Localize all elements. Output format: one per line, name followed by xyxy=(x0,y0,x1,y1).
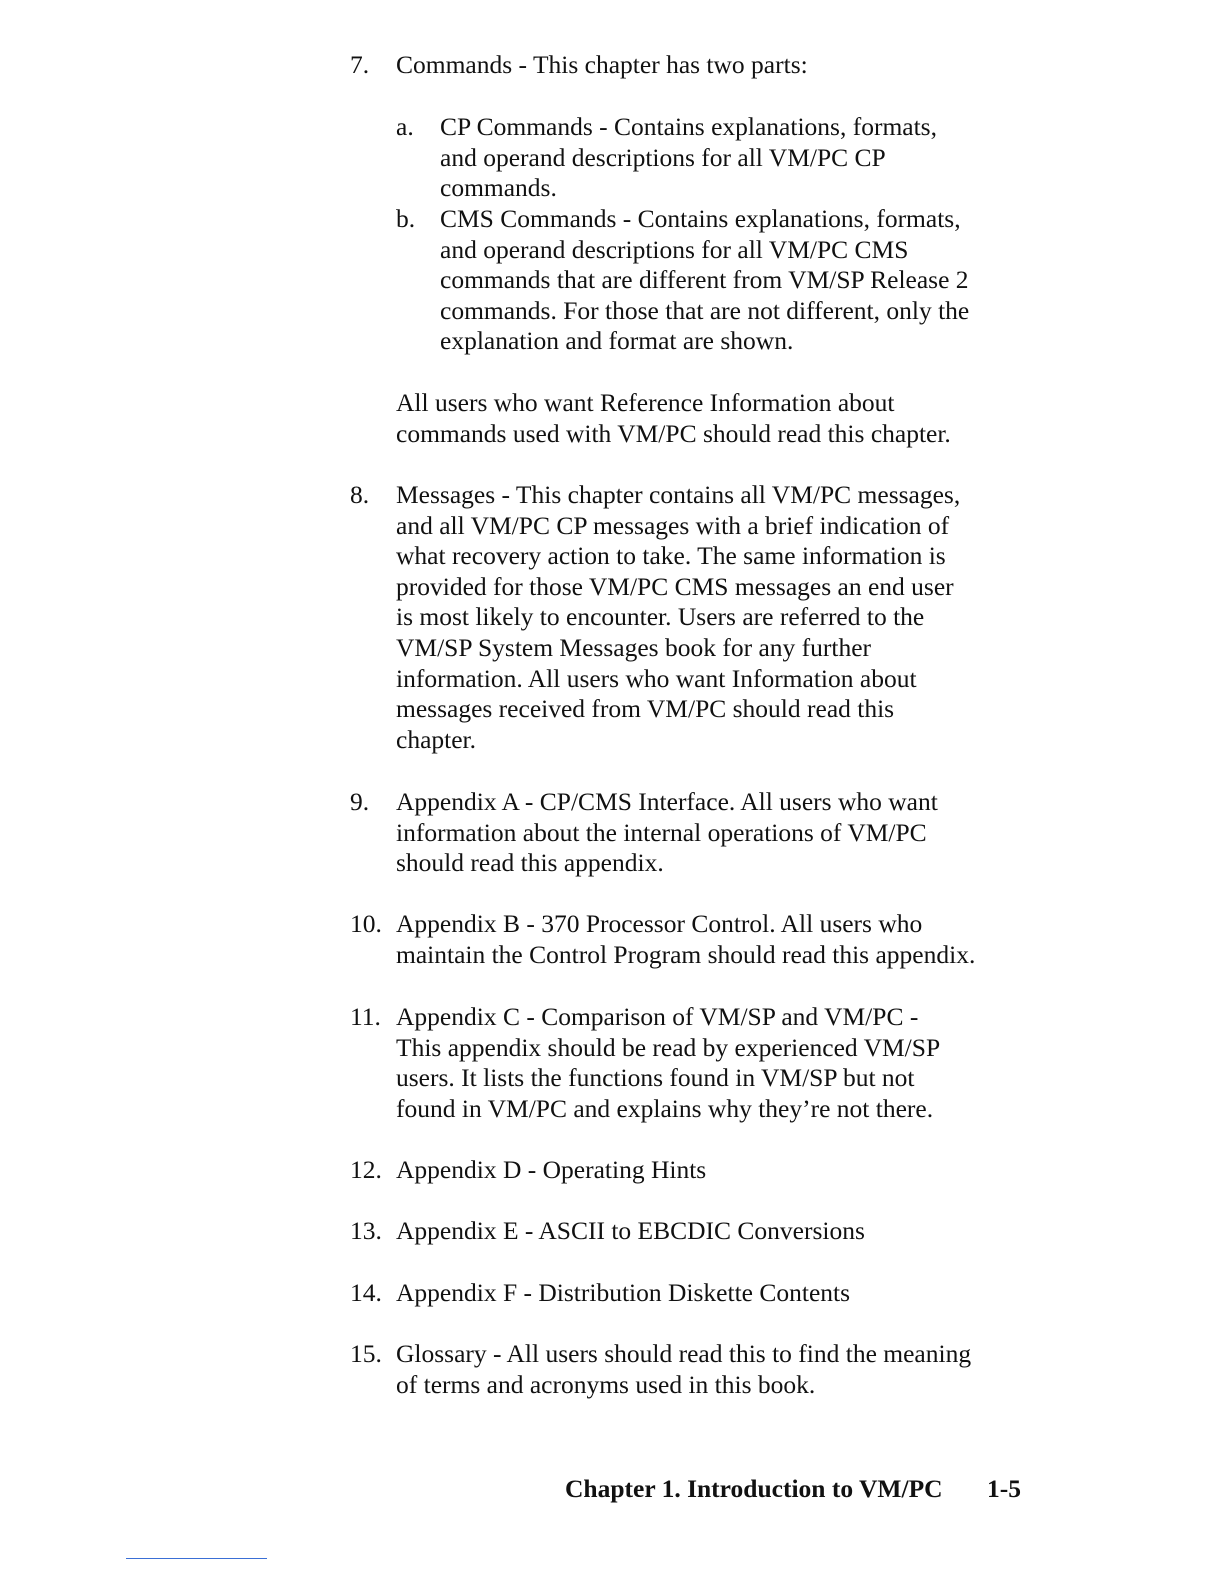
text-line: messages received from VM/PC should read this xyxy=(396,694,895,724)
text-line: chapter. xyxy=(396,724,476,754)
page-footer xyxy=(565,1474,1021,1504)
list-number: 8. xyxy=(350,480,370,509)
list-number: 10. xyxy=(350,909,382,938)
text-line: commands. For those that are not different, only the xyxy=(440,295,970,325)
list-item-text xyxy=(396,50,1046,81)
text-line: provided for those VM/PC CMS messages an end user xyxy=(396,571,954,601)
text-line: Appendix A - CP/CMS Interface. All users who want xyxy=(396,787,938,816)
text-line: found in VM/PC and explains why they’re not there. xyxy=(396,1093,934,1123)
text-line: VM/SP System Messages book for any further xyxy=(396,632,872,662)
text-line: information. All users who want Information about xyxy=(396,663,917,693)
list-number: 9. xyxy=(350,787,370,816)
text-line: and all VM/PC CP messages with a brief indication of xyxy=(396,510,950,540)
list-number: 14. xyxy=(350,1278,382,1307)
footer-page-number: 1-5 xyxy=(987,1474,1021,1503)
footer-chapter-title: Chapter 1. Introduction to VM/PC xyxy=(565,1474,943,1503)
text-line: maintain the Control Program should read this appendix. xyxy=(396,939,976,969)
text-line: commands that are different from VM/SP Release 2 xyxy=(440,265,969,295)
text-line: and operand descriptions for all VM/PC CMS xyxy=(440,234,909,264)
text-line: Appendix F - Distribution Diskette Contents xyxy=(396,1278,851,1307)
text-line: CP Commands - Contains explanations, formats, xyxy=(440,112,937,141)
list-item-text xyxy=(396,1216,1046,1247)
list-item-text xyxy=(396,909,1046,970)
list-number: 12. xyxy=(350,1155,382,1184)
item-7-note xyxy=(396,388,1056,449)
text-line: is most likely to encounter. Users are referred to the xyxy=(396,602,925,632)
list-number: 7. xyxy=(350,50,370,79)
footer-divider xyxy=(126,1558,267,1559)
list-item-text xyxy=(396,1002,1046,1124)
text-line: explanation and format are shown. xyxy=(440,326,794,356)
list-item-text xyxy=(396,1339,1046,1400)
text-line: Messages - This chapter contains all VM/PC messages, xyxy=(396,480,961,509)
text-line: and operand descriptions for all VM/PC CP xyxy=(440,142,886,172)
list-number: 15. xyxy=(350,1339,382,1368)
text-line: Appendix E - ASCII to EBCDIC Conversions xyxy=(396,1216,865,1245)
text-line: users. It lists the functions found in VM/SP but not xyxy=(396,1063,915,1093)
list-number: 13. xyxy=(350,1216,382,1245)
text-line: commands used with VM/PC should read this chapter. xyxy=(396,418,951,448)
text-line: Appendix D - Operating Hints xyxy=(396,1155,707,1184)
text-line: CMS Commands - Contains explanations, formats, xyxy=(440,204,961,233)
text-line: Glossary - All users should read this to find the meaning xyxy=(396,1339,972,1368)
text-line: This appendix should be read by experienced VM/SP xyxy=(396,1032,941,1062)
sub-item-text xyxy=(440,112,1060,204)
list-item-text xyxy=(396,1278,1046,1309)
list-item-text xyxy=(396,1155,1046,1186)
text-line: should read this appendix. xyxy=(396,848,664,878)
text-line: Commands - This chapter has two parts: xyxy=(396,50,808,79)
text-line: Appendix C - Comparison of VM/SP and VM/PC - xyxy=(396,1002,919,1031)
list-number: 11. xyxy=(350,1002,381,1031)
text-line: commands. xyxy=(440,173,557,203)
sub-letter: b. xyxy=(396,204,416,233)
text-line: All users who want Reference Information about xyxy=(396,388,895,417)
text-line: Appendix B - 370 Processor Control. All users who xyxy=(396,909,923,938)
text-line: of terms and acronyms used in this book. xyxy=(396,1369,816,1399)
text-line: what recovery action to take. The same information is xyxy=(396,541,946,571)
sub-item-text xyxy=(440,204,1060,357)
text-line: information about the internal operations of VM/PC xyxy=(396,817,927,847)
list-item-text xyxy=(396,787,1046,879)
list-item-text xyxy=(396,480,1046,755)
sub-letter: a. xyxy=(396,112,414,141)
